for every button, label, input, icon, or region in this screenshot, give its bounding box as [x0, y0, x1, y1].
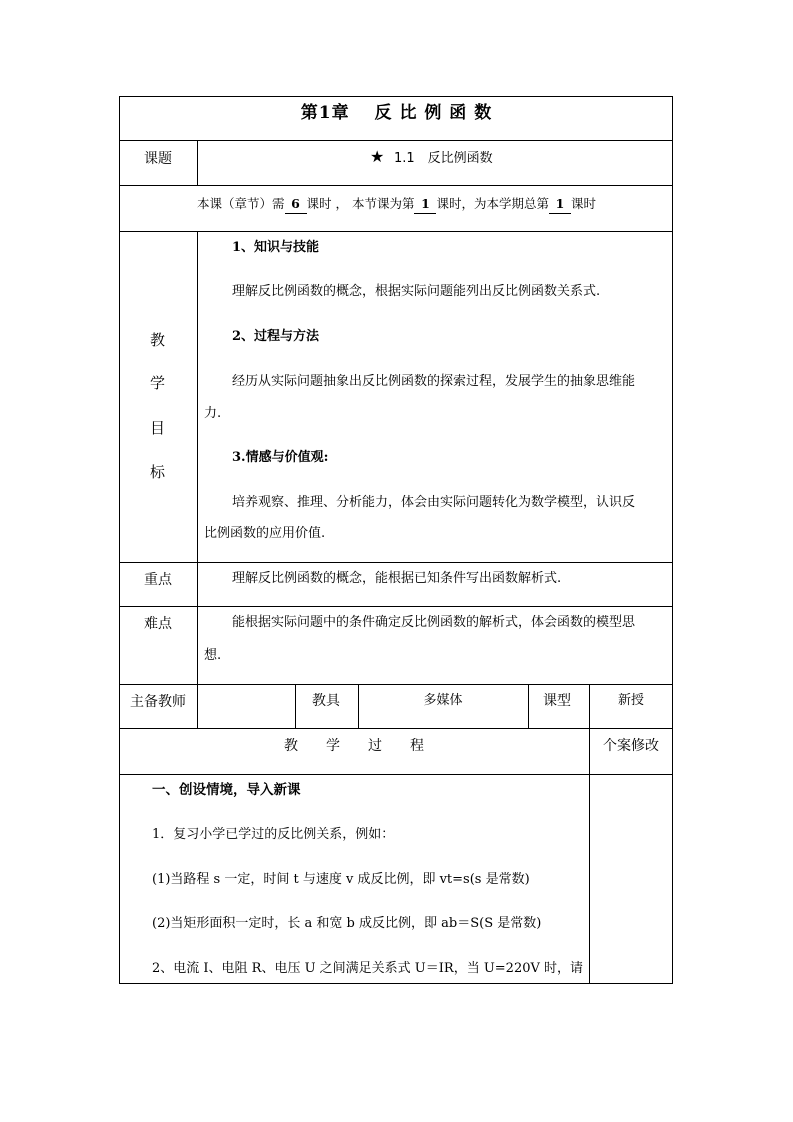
edit-header: 个案修改 — [603, 738, 659, 754]
process-header: 教 学 过 程 — [284, 738, 424, 754]
course-type-label: 课型 — [543, 693, 571, 709]
objectives-label-char: 学 — [150, 374, 166, 392]
hours-suffix: 课时 — [570, 196, 596, 211]
difficulty-text-line1: 能根据实际问题中的条件确定反比例函数的解析式，体会函数的模型思 — [232, 615, 636, 630]
info-column-divider — [295, 684, 296, 728]
row-divider — [119, 231, 673, 232]
row-divider — [119, 606, 673, 607]
row-divider — [119, 140, 673, 141]
topic-value: 1.1 反比例函数 — [394, 151, 493, 166]
table-top-border — [119, 96, 673, 97]
tools-label: 教具 — [312, 693, 340, 709]
objective-text-process-line2: 力. — [204, 406, 222, 421]
objective-heading-process: 2、过程与方法 — [232, 329, 320, 344]
objective-heading-knowledge: 1、知识与技能 — [232, 240, 320, 255]
table-right-border — [672, 96, 673, 984]
hours-line — [0, 195, 793, 214]
process-line-example2: (2)当矩形面积一定时，长 a 和宽 b 成反比例，即 ab＝S(S 是常数) — [152, 916, 542, 931]
hours-prefix: 本课（章节）需 — [197, 196, 285, 211]
difficulty-text-line2: 想. — [204, 648, 222, 663]
label-column-divider — [197, 140, 198, 185]
objective-text-knowledge: 理解反比例函数的概念，根据实际问题能列出反比例函数关系式. — [232, 284, 601, 299]
topic-star-icon: ★ — [370, 147, 385, 166]
total-hours-value: 6 — [285, 195, 307, 214]
section-heading-intro: 一、创设情境，导入新课 — [152, 782, 301, 798]
topic-label: 课题 — [144, 151, 172, 167]
hours-mid2: 课时，为本学期总第 — [436, 196, 549, 211]
teacher-label: 主备教师 — [130, 694, 186, 710]
table-left-border — [119, 96, 120, 984]
edit-column-divider — [589, 684, 590, 984]
semester-number-value: 1 — [549, 195, 571, 214]
process-line-question2: 2、电流 I、电阻 R、电压 U 之间满足关系式 U＝IR，当 U=220V 时，请 — [152, 961, 584, 976]
objectives-label-char: 目 — [150, 419, 166, 437]
difficulty-label: 难点 — [144, 616, 172, 632]
hours-mid: 课时 ， 本节课为第 — [306, 196, 415, 211]
row-divider — [119, 562, 673, 563]
objective-text-process-line1: 经历从实际问题抽象出反比例函数的探索过程，发展学生的抽象思维能 — [232, 374, 636, 389]
label-column-divider — [197, 231, 198, 684]
info-column-divider — [197, 684, 198, 728]
tools-value: 多媒体 — [423, 693, 463, 708]
process-line-example1: (1)当路程 s 一定，时间 t 与速度 v 成反比例，即 vt=s(s 是常数) — [152, 872, 530, 887]
course-type-value: 新授 — [617, 693, 644, 708]
chapter-title: 第1章 反 比 例 函 数 — [300, 103, 493, 123]
key-point-label: 重点 — [144, 572, 172, 588]
objective-heading-emotion: 3.情感与价值观: — [232, 450, 329, 465]
process-line-review: 1．复习小学已学过的反比例关系，例如： — [152, 827, 395, 842]
objectives-label-char: 标 — [150, 463, 166, 481]
row-divider — [119, 185, 673, 186]
info-column-divider — [528, 684, 529, 728]
key-point-text: 理解反比例函数的概念，能根据已知条件写出函数解析式. — [232, 571, 562, 586]
lesson-number-value: 1 — [414, 195, 436, 214]
objective-text-emotion-line2: 比例函数的应用价值. — [204, 526, 326, 541]
objectives-label-char: 教 — [150, 331, 166, 349]
objective-text-emotion-line1: 培养观察、推理、分析能力，体会由实际问题转化为数学模型，认识反 — [232, 495, 636, 510]
